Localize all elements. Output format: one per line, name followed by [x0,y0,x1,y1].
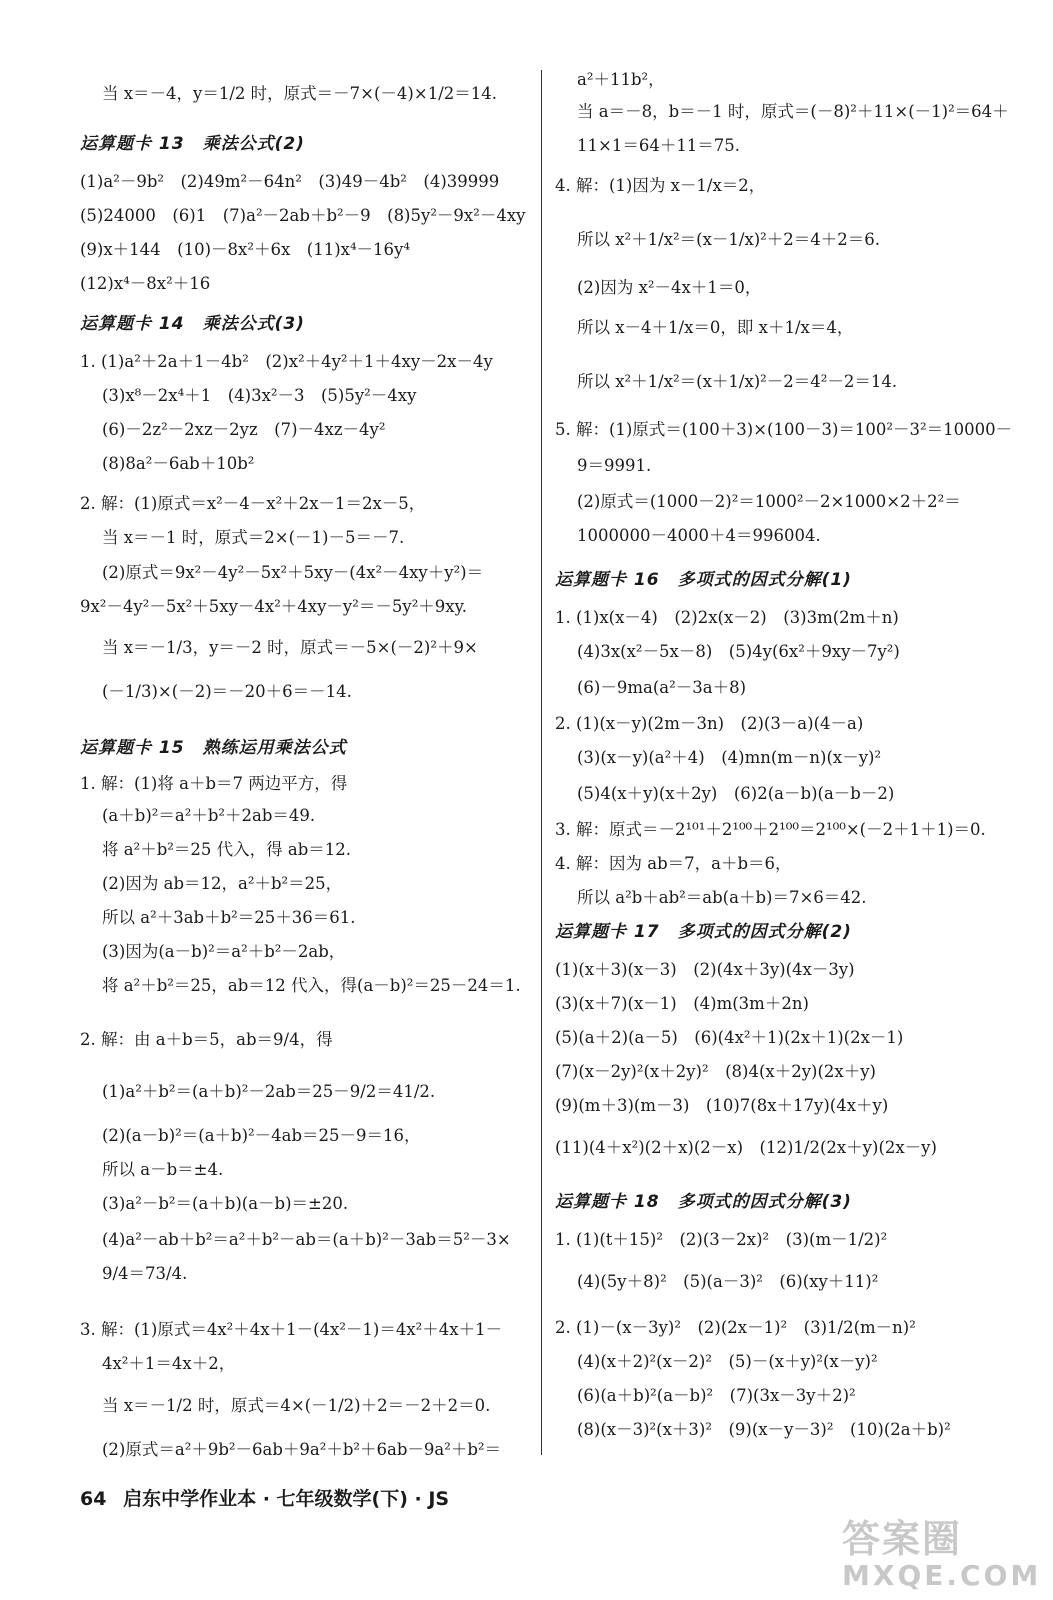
answer-line: 4x²＋1＝4x＋2， [102,1354,236,1373]
answer-line: (5)24000 (6)1 (7)a²－2ab＋b²－9 (8)5y²－9x²－4xy [80,206,526,225]
section-heading: 运算题卡 15 熟练运用乘法公式 [80,738,347,758]
answer-line: (5)(a＋2)(a－5) (6)(4x²＋1)(2x＋1)(2x－1) [555,1028,904,1047]
answer-line: (2)(a－b)²＝(a＋b)²－4ab＝25－9＝16， [102,1126,421,1145]
answer-line: (2)原式＝9x²－4y²－5x²＋5xy－(4x²－4xy＋y²)＝ [102,563,484,582]
page-number: 64 [80,1488,107,1510]
answer-line: 所以 a－b＝±4. [102,1160,224,1179]
answer-line: 将 a²＋b²＝25 代入，得 ab＝12. [102,840,351,859]
answer-line: 3. 解：原式＝－2¹⁰¹＋2¹⁰⁰＋2¹⁰⁰＝2¹⁰⁰×(－2＋1＋1)＝0. [555,820,986,839]
answer-line: 1000000－4000＋4＝996004. [577,526,821,545]
answer-line: (－1/3)×(－2)＝－20＋6＝－14. [102,682,352,701]
answer-line: (1)a²－9b² (2)49m²－64n² (3)49－4b² (4)39999 [80,172,500,191]
answer-line: (2)原式＝a²＋9b²－6ab＋9a²＋b²＋6ab－9a²＋b²＝ [102,1440,502,1459]
answer-line: (6)－2z²－2xz－2yz (7)－4xz－4y² [102,420,386,439]
answer-line: 11×1＝64＋11＝75. [577,136,741,155]
answer-line: (9)x＋144 (10)－8x²＋6x (11)x⁴－16y⁴ [80,240,410,259]
answer-line: 4. 解：(1)因为 x－1/x＝2， [555,176,766,195]
answer-line: 所以 a²b＋ab²＝ab(a＋b)＝7×6＝42. [577,888,867,907]
answer-line: 当 a＝－8，b＝－1 时，原式＝(－8)²＋11×(－1)²＝64＋ [577,102,1009,121]
answer-line: 9＝9991. [577,456,652,475]
answer-line: (2)因为 x²－4x＋1＝0， [577,278,762,297]
section-heading: 运算题卡 17 多项式的因式分解(2) [555,922,852,942]
answer-line: (8)8a²－6ab＋10b² [102,454,255,473]
answer-line: (4)(x＋2)²(x－2)² (5)－(x＋y)²(x－y)² [577,1352,878,1371]
answer-line: 所以 x－4＋1/x＝0，即 x＋1/x＝4， [577,318,854,337]
watermark-text: 答案圈 [842,1517,963,1561]
answer-line: 当 x＝－4，y＝1/2 时，原式＝－7×(－4)×1/2＝14. [102,84,497,103]
answer-line: (2)因为 ab＝12，a²＋b²＝25， [102,874,343,893]
book-title: 启东中学作业本 · 七年级数学(下) · JS [123,1488,450,1510]
answer-line: 所以 x²＋1/x²＝(x＋1/x)²－2＝4²－2＝14. [577,372,898,391]
answer-line: (6)－9ma(a²－3a＋8) [577,678,747,697]
answer-line: 当 x＝－1/2 时，原式＝4×(－1/2)＋2＝－2＋2＝0. [102,1396,491,1415]
answer-line: 1. (1)x(x－4) (2)2x(x－2) (3)3m(2m＋n) [555,608,899,627]
watermark-logo [842,1508,1042,1592]
answer-line: (3)(x－y)(a²＋4) (4)mn(m－n)(x－y)² [577,748,882,767]
answer-line: 9/4＝73/4. [102,1264,188,1283]
answer-line: (4)a²－ab＋b²＝a²＋b²－ab＝(a＋b)²－3ab＝5²－3× [102,1230,511,1249]
answer-line: 2. 解：(1)原式＝x²－4－x²＋2x－1＝2x－5， [80,494,426,513]
answer-line: (4)(5y＋8)² (5)(a－3)² (6)(xy＋11)² [577,1272,879,1291]
answer-line: 所以 a²＋3ab＋b²＝25＋36＝61. [102,908,356,927]
answer-line: 当 x＝－1 时，原式＝2×(－1)－5＝－7. [102,528,405,547]
answer-line: (2)原式＝(1000－2)²＝1000²－2×1000×2＋2²＝ [577,492,961,511]
answer-line: (3)因为(a－b)²＝a²＋b²－2ab， [102,942,346,961]
answer-line: 将 a²＋b²＝25，ab＝12 代入，得(a－b)²＝25－24＝1. [102,976,521,995]
answer-line: 1. 解：(1)将 a＋b＝7 两边平方，得 [80,774,348,793]
answer-line: (3)x⁸－2x⁴＋1 (4)3x²－3 (5)5y²－4xy [102,386,417,405]
answer-line: (8)(x－3)²(x＋3)² (9)(x－y－3)² (10)(2a＋b)² [577,1420,951,1439]
answer-line: (3)a²－b²＝(a＋b)(a－b)＝±20. [102,1194,349,1213]
answer-line: a²＋11b²， [577,70,665,89]
answer-line: 9x²－4y²－5x²＋5xy－4x²＋4xy－y²＝－5y²＋9xy. [80,597,467,616]
answer-line: 2. (1)－(x－3y)² (2)(2x－1)² (3)1/2(m－n)² [555,1318,916,1337]
answer-line: 4. 解：因为 ab＝7，a＋b＝6， [555,854,792,873]
section-heading: 运算题卡 13 乘法公式(2) [80,134,305,154]
answer-line: (4)3x(x²－5x－8) (5)4y(6x²＋9xy－7y²) [577,642,900,661]
answer-line: 1. (1)(t＋15)² (2)(3－2x)² (3)(m－1/2)² [555,1230,888,1249]
page-footer [80,1484,449,1511]
answer-line: (a＋b)²＝a²＋b²＋2ab＝49. [102,806,316,825]
answer-line: 2. 解：由 a＋b＝5，ab＝9/4，得 [80,1030,333,1049]
answer-line: 1. (1)a²＋2a＋1－4b² (2)x²＋4y²＋1＋4xy－2x－4y [80,352,493,371]
answer-line: (12)x⁴－8x²＋16 [80,274,211,293]
answer-line: (9)(m＋3)(m－3) (10)7(8x＋17y)(4x＋y) [555,1096,889,1115]
answer-line: 2. (1)(x－y)(2m－3n) (2)(3－a)(4－a) [555,714,864,733]
section-heading: 运算题卡 18 多项式的因式分解(3) [555,1192,852,1212]
answer-line: (5)4(x＋y)(x＋2y) (6)2(a－b)(a－b－2) [577,784,895,803]
section-heading: 运算题卡 14 乘法公式(3) [80,314,305,334]
section-heading: 运算题卡 16 多项式的因式分解(1) [555,570,852,590]
watermark-url: MXQE.COM [842,1559,1042,1592]
answer-line: (7)(x－2y)²(x＋2y)² (8)4(x＋2y)(2x＋y) [555,1062,876,1081]
answer-line: (6)(a＋b)²(a－b)² (7)(3x－3y＋2)² [577,1386,856,1405]
answer-line: (1)a²＋b²＝(a＋b)²－2ab＝25－9/2＝41/2. [102,1082,436,1101]
answer-line: (1)(x＋3)(x－3) (2)(4x＋3y)(4x－3y) [555,960,855,979]
column-divider [541,70,542,1455]
answer-line: 当 x＝－1/3，y＝－2 时，原式＝－5×(－2)²＋9× [102,638,478,657]
answer-line: 5. 解：(1)原式＝(100＋3)×(100－3)＝100²－3²＝10000－ [555,420,1013,439]
answer-line: (3)(x＋7)(x－1) (4)m(3m＋2n) [555,994,809,1013]
answer-line: 所以 x²＋1/x²＝(x－1/x)²＋2＝4＋2＝6. [577,230,881,249]
answer-line: 3. 解：(1)原式＝4x²＋4x＋1－(4x²－1)＝4x²＋4x＋1－ [80,1320,503,1339]
answer-line: (11)(4＋x²)(2＋x)(2－x) (12)1/2(2x＋y)(2x－y) [555,1138,937,1157]
